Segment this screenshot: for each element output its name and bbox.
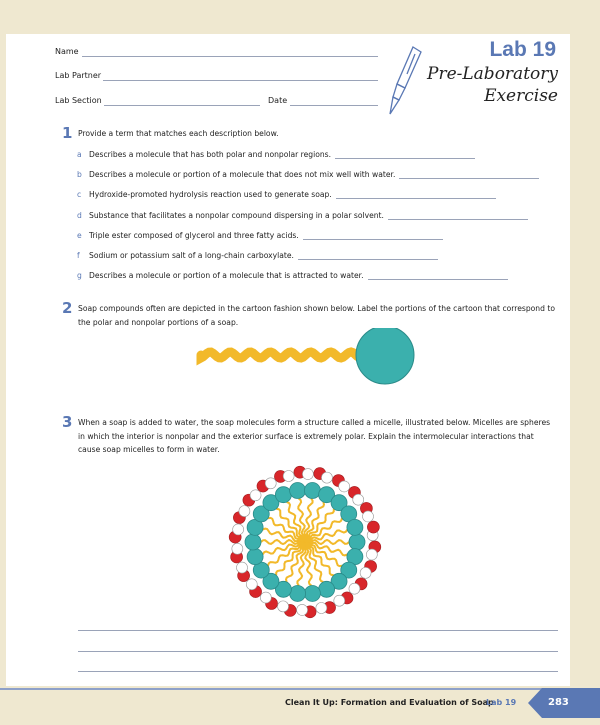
water-hydrogen [265, 478, 276, 489]
item-letter: a [77, 150, 82, 159]
subtitle-pre-laboratory: Pre-Laboratory [427, 64, 558, 84]
question-1-text: Provide a term that matches each description below. [78, 129, 279, 138]
q1-item-g [77, 271, 508, 280]
item-text: Hydroxide-promoted hydrolysis reaction used to generate soap. [89, 190, 332, 199]
soap-molecule-illustration [195, 328, 420, 388]
water-hydrogen [339, 481, 350, 492]
name-field[interactable] [82, 56, 378, 57]
nonpolar-tail [201, 352, 359, 358]
polar-head [349, 534, 365, 550]
water-hydrogen [360, 567, 371, 578]
page-number: 283 [548, 697, 569, 708]
item-letter: d [77, 211, 82, 220]
answer-line[interactable] [298, 251, 438, 260]
page-footer [0, 688, 600, 718]
polar-head [247, 549, 263, 565]
water-hydrogen [278, 601, 289, 612]
water-hydrogen [236, 562, 247, 573]
micelle-illustration [225, 462, 385, 622]
lab-section-label: Lab Section [55, 96, 102, 105]
polar-head [275, 487, 291, 503]
counterion [367, 521, 379, 533]
q1-item-a [77, 150, 475, 159]
answer-line[interactable] [368, 271, 508, 280]
answer-line[interactable] [399, 170, 539, 179]
lab-partner-label: Lab Partner [55, 71, 102, 80]
water-hydrogen [316, 603, 327, 614]
answer-line[interactable] [336, 190, 496, 199]
water-hydrogen [283, 470, 294, 481]
item-text: Describes a molecule or portion of a molecule that does not mix well with water. [89, 170, 396, 179]
answer-line-3[interactable] [78, 671, 558, 672]
answer-line[interactable] [335, 150, 475, 159]
answer-line[interactable] [388, 211, 528, 220]
water-hydrogen [353, 494, 364, 505]
lab-partner-field[interactable] [103, 80, 378, 81]
item-text: Substance that facilitates a nonpolar compound dispersing in a polar solvent. [89, 211, 384, 220]
name-label: Name [55, 47, 79, 56]
water-hydrogen [334, 595, 345, 606]
item-letter: e [77, 231, 82, 240]
q1-item-d [77, 211, 528, 220]
question-3-number: 3 [62, 413, 73, 431]
item-letter: c [77, 190, 82, 199]
lab-title: Lab 19 [489, 38, 556, 61]
polar-head [290, 585, 306, 601]
polar-head [304, 483, 320, 499]
item-text: Triple ester composed of glycerol and three fatty acids. [89, 231, 299, 240]
water-hydrogen [260, 592, 271, 603]
q1-item-f [77, 251, 438, 260]
question-2-number: 2 [62, 299, 73, 317]
answer-line-1[interactable] [78, 630, 558, 631]
answer-line[interactable] [303, 231, 443, 240]
date-label: Date [268, 96, 288, 105]
water-hydrogen [363, 511, 374, 522]
question-2-text: Soap compounds often are depicted in the cartoon fashion shown below. Label the portions of the cartoon that correspond to the polar and nonpolar portions of a soap. [78, 304, 555, 327]
water-hydrogen [321, 472, 332, 483]
water-hydrogen [297, 604, 308, 615]
water-hydrogen [232, 543, 243, 554]
water-hydrogen [239, 506, 250, 517]
item-text: Describes a molecule that has both polar and nonpolar regions. [89, 150, 332, 159]
polar-head [356, 328, 414, 384]
footer-chapter-title: Clean It Up: Formation and Evaluation of Soap [285, 698, 494, 707]
q1-item-b [77, 170, 539, 179]
water-hydrogen [250, 490, 261, 501]
water-hydrogen [233, 524, 244, 535]
question-1-number: 1 [62, 124, 73, 142]
subtitle-exercise: Exercise [484, 86, 558, 106]
polar-head [304, 585, 320, 601]
water-hydrogen [302, 469, 313, 480]
date-field[interactable] [290, 105, 378, 106]
lab-section-field[interactable] [104, 105, 260, 106]
item-letter: g [77, 271, 82, 280]
q1-item-c [77, 190, 496, 199]
item-letter: f [77, 251, 80, 260]
polar-head [245, 534, 261, 550]
polar-head [347, 519, 363, 535]
polar-head [319, 581, 335, 597]
item-text: Describes a molecule or portion of a molecule that is attracted to water. [89, 271, 364, 280]
water-hydrogen [349, 583, 360, 594]
water-hydrogen [246, 579, 257, 590]
water-hydrogen [366, 549, 377, 560]
q1-item-e [77, 231, 443, 240]
fountain-pen-icon [385, 44, 425, 116]
item-text: Sodium or potassium salt of a long-chain carboxylate. [89, 251, 294, 260]
footer-lab-number: Lab 19 [486, 698, 517, 707]
question-3-text: When a soap is added to water, the soap molecules form a structure called a micelle, illustrated below. Micelles are spheres in which the interior is nonpolar and the exterior surface is extremely polar. Explain the intermolecular interactions that cause soap micelles to form in water. [78, 418, 551, 454]
answer-line-2[interactable] [78, 651, 558, 652]
polar-head [290, 483, 306, 499]
item-letter: b [77, 170, 82, 179]
